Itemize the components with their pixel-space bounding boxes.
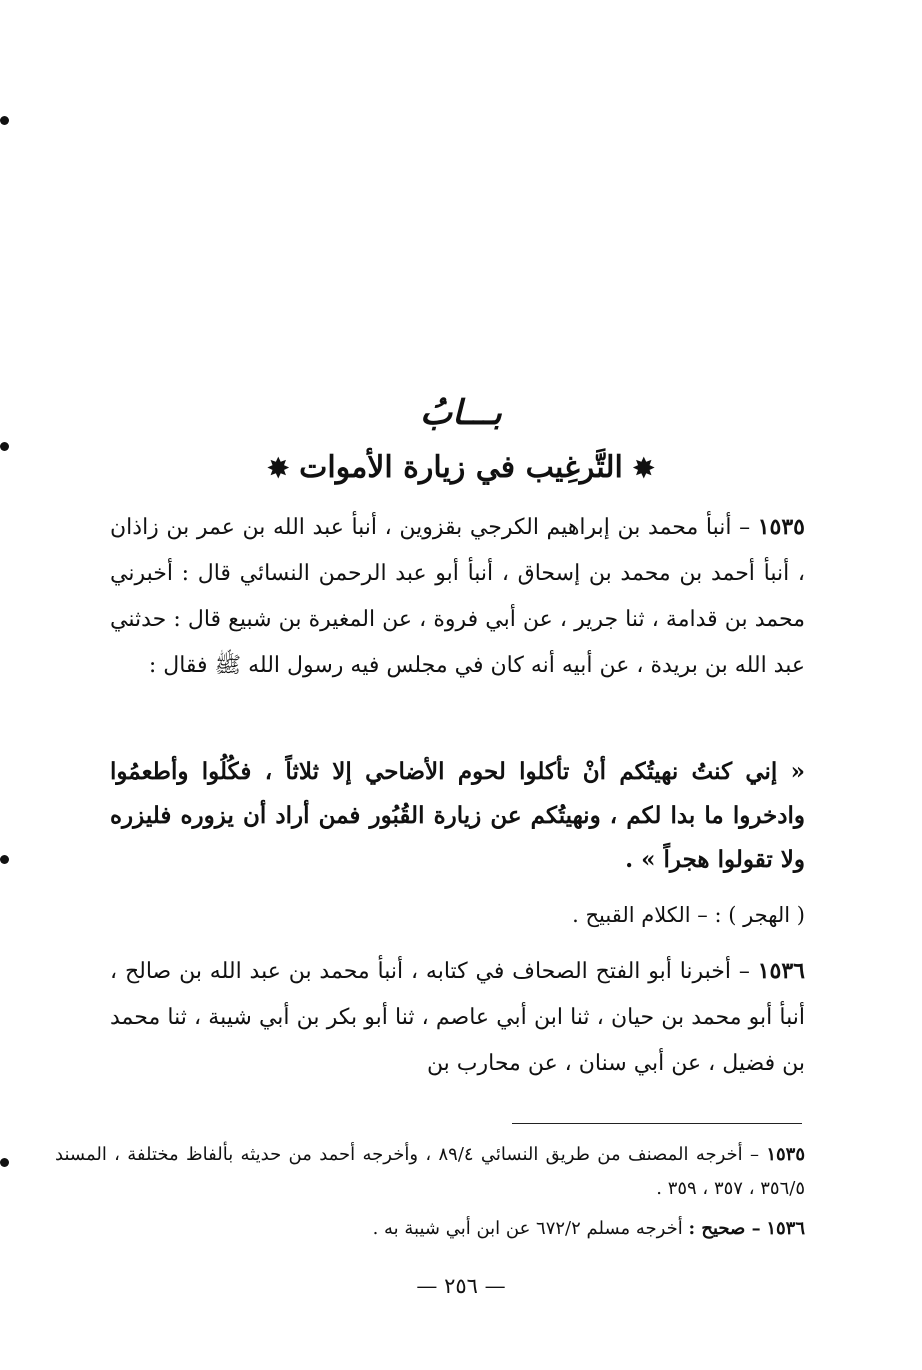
footnote-number: ١٥٣٦ bbox=[766, 1218, 805, 1239]
scan-edge-mark bbox=[0, 116, 9, 125]
ornament-star-icon: ✸ bbox=[267, 454, 290, 484]
hadith-1536-isnad bbox=[110, 948, 805, 1087]
hadith-1535-matn: « إني كنتُ نهيتُكم أنْ تأكلوا لحوم الأضاحي إلا ثلاثاً ، فكُلُوا وأطعمُوا وادخروا ما بدا لكم ، ونهيتُكم عن زيارة القُبُور فمن أراد أن يزوره فليزره ولا تقولوا هجراً » . bbox=[110, 758, 805, 873]
footnote-grade: – صحيح : bbox=[688, 1218, 761, 1239]
footnote bbox=[55, 1138, 805, 1206]
ornament-star-icon: ✸ bbox=[632, 454, 655, 484]
footnote-text: – أخرجه المصنف من طريق النسائي ٨٩/٤ ، وأخرجه أحمد من حديثه بألفاظ مختلفة ، المسند ٣٥٦/٥ ، ٣٥٧ ، ٣٥٩ . bbox=[55, 1144, 805, 1199]
footnote bbox=[55, 1212, 805, 1246]
chapter-heading: بـــابُ bbox=[420, 393, 502, 433]
footnote-number: ١٥٣٥ bbox=[766, 1144, 805, 1165]
hadith-1535-isnad bbox=[110, 504, 805, 689]
scan-edge-mark bbox=[0, 855, 9, 864]
chapter-title bbox=[0, 446, 922, 491]
hadith-number: ١٥٣٦ bbox=[757, 958, 805, 984]
chapter-title-text: التَّرغِيب في زيارة الأموات bbox=[299, 450, 623, 485]
isnad-text: – أنبأ محمد بن إبراهيم الكرجي بقزوين ، أنبأ عبد الله بن عمر بن زاذان ، أنبأ أحمد بن محمد بن إسحاق ، أنبأ أبو عبد الرحمن النسائي قال : أخبرني محمد بن قدامة ، ثنا جرير ، عن أبي فروة ، عن المغيرة بن شبيع قال : حدثني عبد الله بن بريدة ، عن أبيه أنه كان في مجلس فيه رسول الله ﷺ فقال : bbox=[110, 515, 805, 678]
hadith-number: ١٥٣٥ bbox=[757, 514, 805, 540]
word-gloss: ( الهجر ) : – الكلام القبيح . bbox=[572, 903, 805, 927]
page-number: — ٢٥٦ — bbox=[416, 1274, 506, 1298]
footnote-text: أخرجه مسلم ٦٧٢/٢ عن ابن أبي شيبة به . bbox=[372, 1218, 683, 1239]
scan-edge-mark bbox=[0, 1158, 9, 1167]
footnote-divider bbox=[512, 1123, 802, 1124]
isnad-text: – أخبرنا أبو الفتح الصحاف في كتابه ، أنبأ محمد بن عبد الله بن صالح ، أنبأ أبو محمد بن حيان ، ثنا ابن أبي عاصم ، ثنا أبو بكر بن أبي شيبة ، ثنا محمد بن فضيل ، عن أبي سنان ، عن محارب بن bbox=[110, 959, 805, 1076]
